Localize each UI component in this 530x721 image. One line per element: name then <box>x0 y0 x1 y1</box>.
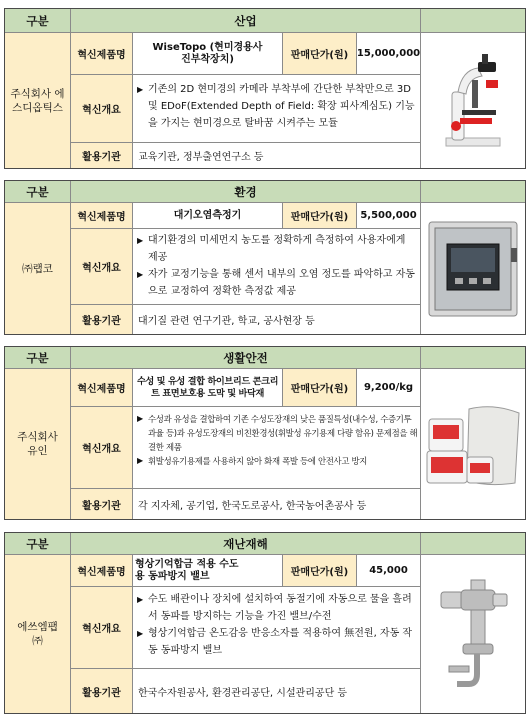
overview-label: 혁신개요 <box>71 229 133 305</box>
price-value: 45,000 <box>357 555 421 587</box>
org-label: 활용기관 <box>71 305 133 334</box>
product-label: 혁신제품명 <box>71 33 133 75</box>
valve-icon <box>433 574 513 694</box>
image-header <box>421 9 525 33</box>
product-label: 혁신제품명 <box>71 555 133 587</box>
category-header: 재난재해 <box>71 533 421 555</box>
org-value: 각 지자체, 공기업, 한국도로공사, 한국농어촌공사 등 <box>133 489 421 519</box>
overview-text: ▶ 기존의 2D 현미경의 카메라 부착부에 간단한 부착만으로 3D 및 EDoF(Extended Depth of Field: 확장 피사계심도) 기능을 가지는 현미경으로 탈바꿈 시켜주는 모듈 <box>133 75 421 143</box>
product-image-valve <box>421 555 525 713</box>
product-name: 대기오염측정기 <box>133 203 283 229</box>
org-label: 활용기관 <box>71 489 133 519</box>
product-label: 혁신제품명 <box>71 369 133 407</box>
overview-text: ▶ 대기환경의 미세먼지 농도를 정확하게 측정하여 사용자에게 제공 ▶ 자가 교정기능을 통해 센서 내부의 오염 정도를 파악하고 자동으로 교정하여 정확한 측정값 제공 <box>133 229 421 305</box>
product-label: 혁신제품명 <box>71 203 133 229</box>
price-value: 5,500,000 <box>357 203 421 229</box>
company-name: ㈜랩코 <box>5 203 71 334</box>
price-label: 판매단가(원) <box>283 369 357 407</box>
price-value: 15,000,000 <box>357 33 421 75</box>
gubun-header: 구분 <box>5 533 71 555</box>
category-header: 생활안전 <box>71 347 421 369</box>
section-industry <box>4 8 526 169</box>
category-header: 산업 <box>71 9 421 33</box>
overview-label: 혁신개요 <box>71 587 133 669</box>
gubun-header: 구분 <box>5 9 71 33</box>
microscope-icon <box>438 52 508 150</box>
section-disaster <box>4 532 526 714</box>
section-environment <box>4 180 526 335</box>
category-header: 환경 <box>71 181 421 203</box>
product-image-coating <box>421 369 525 519</box>
company-name: 주식회사 유인 <box>5 369 71 519</box>
org-value: 대기질 관련 연구기관, 학교, 공사현장 등 <box>133 305 421 334</box>
product-name: 형상기억합금 적용 수도용 동파방지 밸브 <box>133 555 283 587</box>
company-name: 주식회사 에스디옵틱스 <box>5 33 71 168</box>
section-life-safety <box>4 346 526 520</box>
price-label: 판매단가(원) <box>283 555 357 587</box>
coating-buckets-icon <box>423 399 523 489</box>
price-label: 판매단가(원) <box>283 33 357 75</box>
overview-label: 혁신개요 <box>71 407 133 489</box>
org-label: 활용기관 <box>71 143 133 168</box>
price-label: 판매단가(원) <box>283 203 357 229</box>
overview-text: ▶ 수도 배관이나 장치에 설치하여 동절기에 자동으로 물을 흘려서 동파를 방지하는 기능을 가진 밸브/수전 ▶ 형상기억합금 온도감응 반응소자를 적용하여 無전원, 자동 작동 동파방지 밸브 <box>133 587 421 669</box>
product-name: 수성 및 유성 결합 하이브리드 콘크리트 표면보호용 도막 및 바닥재 <box>133 369 283 407</box>
product-image-microscope <box>421 33 525 168</box>
overview-text: ▶ 수성과 유성을 결합하여 기존 수성도장재의 낮은 품질특성(내수성, 수증기투과율 등)과 유성도장재의 비친환경성(휘발성 유기용제 다량 함유) 문제점을 해결한 제품 ▶ 휘발성유기용제를 사용하지 않아 화재 폭발 등에 안전사고 방지 <box>133 407 421 489</box>
org-value: 교육기관, 정부출연연구소 등 <box>133 143 421 168</box>
image-header <box>421 533 525 555</box>
company-name: 에쓰엠팹 ㈜ <box>5 555 71 713</box>
org-value: 한국수자원공사, 환경관리공단, 시설관리공단 등 <box>133 669 421 713</box>
price-value: 9,200/kg <box>357 369 421 407</box>
gubun-header: 구분 <box>5 347 71 369</box>
gubun-header: 구분 <box>5 181 71 203</box>
org-label: 활용기관 <box>71 669 133 713</box>
air-monitor-icon <box>425 218 521 320</box>
image-header <box>421 181 525 203</box>
product-name: WiseTopo (현미경용사진부착장치) <box>133 33 283 75</box>
image-header <box>421 347 525 369</box>
overview-label: 혁신개요 <box>71 75 133 143</box>
product-image-air-monitor <box>421 203 525 334</box>
